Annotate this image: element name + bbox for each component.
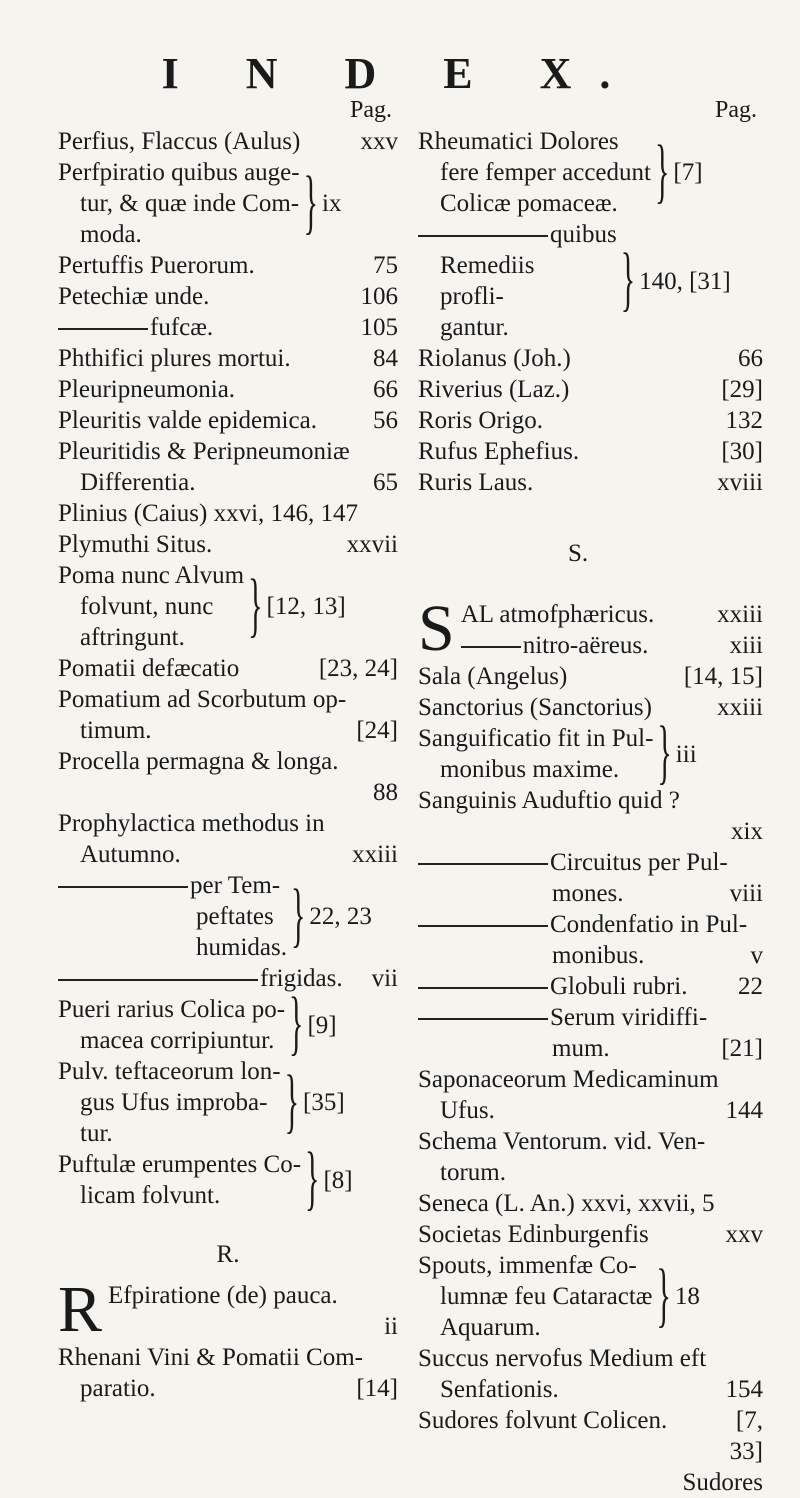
index-entry-cont [418, 1436, 763, 1467]
index-entry [418, 374, 763, 405]
entry-text: paratio. [80, 1375, 156, 1402]
brace-icon: } [289, 984, 304, 1064]
entry-text: Pomatium ad Scorbutum op- [58, 686, 347, 713]
index-entry [58, 529, 398, 560]
index-entry [58, 126, 398, 157]
entry-page: xxv [725, 1221, 763, 1248]
brace-icon: } [654, 131, 670, 211]
index-entry [418, 909, 763, 940]
entry-text: Petechiæ unde. [58, 283, 210, 310]
entry-page: [7, [735, 1407, 763, 1434]
entry-line: Sanguificatio fit in Pul- [418, 725, 654, 752]
entry-text: Roris Origo. [418, 407, 543, 434]
index-entry-cont [418, 1033, 763, 1064]
right-column [418, 95, 763, 1498]
entry-page: [24] [356, 717, 398, 744]
pag-label: Pag. [350, 97, 392, 123]
index-entry-group [58, 984, 398, 1064]
entry-line: Puftulæ erumpentes Co- [58, 1151, 302, 1178]
index-entry-group [58, 1056, 398, 1149]
entry-page: [29] [721, 376, 763, 403]
entry-page: 140, [31] [639, 267, 731, 295]
entry-text: torum. [440, 1159, 506, 1186]
entry-text: Riolanus (Joh.) [418, 345, 571, 372]
entry-line: per Tem- [190, 872, 281, 899]
entry-text: Prophylactica methodus in [58, 810, 325, 837]
section-letter: S. [568, 540, 589, 567]
entry-text: fufcæ. [150, 314, 214, 341]
entry-page: xxiii [352, 841, 398, 868]
index-entry-cont [58, 839, 398, 870]
index-entry [58, 746, 398, 777]
entry-page: xviii [717, 469, 763, 496]
index-entry [418, 436, 763, 467]
entry-text: Sanctorius (Sanctorius) [418, 694, 652, 721]
entry-line: Pulv. teftaceorum lon- [58, 1058, 281, 1085]
entry-line: tur, & quæ inde Com- [80, 190, 300, 217]
brace-icon: } [303, 162, 319, 242]
entry-line: folvunt, nunc [80, 593, 214, 620]
pag-label: Pag. [715, 97, 757, 123]
dash-mark [418, 987, 548, 989]
index-entry-cont [418, 940, 763, 971]
index-entry-cont [418, 878, 763, 909]
entry-text: Senfationis. [440, 1376, 559, 1403]
entry-text: Pleuripneumonia. [58, 376, 236, 403]
entry-page: [23, 24] [318, 655, 398, 682]
entry-page: 84 [373, 345, 398, 372]
entry-text: Procella permagna & longa. [58, 748, 339, 775]
index-entry [58, 963, 398, 994]
index-entry-group [418, 219, 763, 343]
entry-page: iii [675, 740, 697, 768]
index-entry-group [58, 870, 398, 963]
entry-text: Rhenani Vini & Pomatii Com- [58, 1344, 363, 1371]
index-entry [58, 250, 398, 281]
entry-text: nitro-aëreus. [522, 632, 649, 659]
entry-text: Phthifici plures mortui. [58, 345, 291, 372]
brace-icon: } [620, 240, 636, 320]
entry-page: 75 [373, 252, 398, 279]
index-entry-cont [418, 1157, 763, 1188]
entry-text: Pleuritis valde epidemica. [58, 407, 317, 434]
entry-text: Condenfatio in Pul- [550, 911, 748, 938]
entry-text: frigidas. [260, 965, 343, 992]
entry-page: xxiii [717, 694, 763, 721]
entry-page: 144 [725, 1097, 763, 1124]
entry-page: 33] [729, 1438, 763, 1465]
entry-line: macea corripiuntur. [80, 1027, 275, 1054]
entry-text: Sala (Angelus) [418, 663, 568, 690]
brace-icon: } [284, 1061, 300, 1141]
entry-page: 88 [373, 779, 398, 806]
entry-text: Rufus Ephefius. [418, 438, 580, 465]
entry-text: Serum viridiffi- [550, 1004, 708, 1031]
section-letter: R. [216, 1241, 240, 1268]
index-entry-cont [58, 1373, 398, 1404]
entry-line: humidas. [196, 934, 287, 961]
index-entry-cont [58, 715, 398, 746]
entry-line: Remediis [440, 252, 535, 279]
entry-text: Perfius, Flaccus (Aulus) [58, 128, 301, 155]
dash-mark [418, 925, 548, 927]
index-entry-cont [418, 1374, 763, 1405]
index-entry [58, 1273, 398, 1346]
entry-page: 65 [373, 469, 398, 496]
entry-text: Pleuritidis & Peripneumoniæ [58, 438, 350, 465]
entry-line: Pueri rarius Colica po- [58, 996, 286, 1023]
index-entry [58, 343, 398, 374]
index-entry [418, 785, 763, 816]
index-entry-group [58, 157, 398, 250]
entry-page: 22 [738, 973, 763, 1000]
entry-page: xxiii [717, 601, 763, 628]
brace-icon: } [305, 1139, 320, 1219]
index-entry [418, 1219, 763, 1250]
entry-text: Riverius (Laz.) [418, 376, 570, 403]
index-entry [418, 1343, 763, 1374]
entry-text: Efpiratione (de) pauca. [108, 1282, 338, 1309]
entry-line: peftates [196, 903, 274, 930]
index-entry [418, 661, 763, 692]
index-entry [418, 405, 763, 436]
entry-page: xxv [360, 128, 398, 155]
entry-text: Ufus. [440, 1097, 495, 1124]
index-entry [418, 1064, 763, 1095]
entry-page: 56 [373, 407, 398, 434]
entry-line: fere femper accedunt [440, 159, 651, 186]
brace-icon: } [290, 875, 306, 955]
entry-line: profli- [440, 283, 504, 310]
entry-page: 106 [360, 283, 398, 310]
index-entry-cont [418, 1095, 763, 1126]
entry-line: aftringunt. [80, 624, 185, 651]
entry-text: mones. [552, 880, 624, 907]
entry-page: ii [384, 1313, 398, 1340]
index-entry-cont [58, 467, 398, 498]
entry-text: Succus nervofus Medium eft [418, 1345, 707, 1372]
entry-text: Sanguinis Auduftio quid ? [418, 787, 680, 814]
index-entry [418, 847, 763, 878]
entry-line: Rheumatici Dolores [418, 128, 619, 155]
entry-page: xix [731, 818, 763, 845]
entry-line: Spouts, immenfæ Co- [418, 1252, 637, 1279]
index-entry [58, 498, 398, 529]
index-entry [418, 971, 763, 1002]
entry-line: quibus [550, 221, 617, 248]
entry-line: Perfpiratio quibus auge- [58, 159, 300, 186]
index-entry-group [58, 560, 398, 653]
dash-mark [418, 235, 548, 237]
entry-line: lumnæ feu Cataractæ [440, 1283, 653, 1310]
index-entry [58, 684, 398, 715]
index-entry [418, 692, 763, 723]
entry-page: xxvii [346, 531, 398, 558]
index-entry-cont [418, 816, 763, 847]
index-entry [418, 1002, 763, 1033]
entry-text: Schema Ventorum. vid. Ven- [418, 1128, 706, 1155]
index-entry [418, 343, 763, 374]
index-entry-group [418, 126, 763, 219]
entry-line: licam folvunt. [80, 1182, 221, 1209]
entry-text: monibus. [552, 942, 645, 969]
index-entry [418, 1188, 763, 1219]
entry-page: xiii [729, 632, 763, 659]
index-entry [58, 374, 398, 405]
entry-text: Societas Edinburgenfis [418, 1221, 649, 1248]
index-entry [58, 653, 398, 684]
entry-line: gantur. [440, 314, 509, 341]
index-entry [58, 808, 398, 839]
entry-line: Aquarum. [440, 1314, 541, 1341]
entry-page: 22, 23 [309, 903, 372, 930]
entry-page: [30] [721, 438, 763, 465]
entry-page: [8] [323, 1166, 353, 1194]
entry-line: moda. [80, 221, 142, 248]
entry-text: timum. [80, 717, 152, 744]
dash-mark [58, 886, 188, 888]
brace-icon: } [657, 713, 672, 793]
entry-text: Plymuthi Situs. [58, 531, 213, 558]
entry-line: Poma nunc Alvum [58, 562, 245, 589]
entry-page: v [750, 942, 763, 969]
entry-page: vii [371, 965, 398, 992]
dash-mark [461, 646, 521, 648]
entry-page: [7] [673, 159, 703, 186]
entry-text: Autumno. [80, 841, 181, 868]
dash-mark [58, 979, 258, 981]
entry-line: Colicæ pomaceæ. [440, 190, 618, 217]
index-entry [58, 436, 398, 467]
dash-mark [418, 863, 548, 865]
entry-line: monibus maxime. [440, 756, 620, 783]
left-column [58, 95, 398, 1404]
entry-page: 132 [725, 407, 763, 434]
entry-page: [12, 13] [266, 593, 346, 620]
entry-page: 154 [725, 1376, 763, 1403]
index-entry-cont [58, 777, 398, 808]
index-entry [58, 405, 398, 436]
entry-text: Circuitus per Pul- [550, 849, 728, 876]
entry-page: viii [729, 880, 763, 907]
entry-text: Differentia. [80, 469, 196, 496]
entry-page: [14, 15] [683, 663, 763, 690]
entry-page: 66 [373, 376, 398, 403]
catchword: Sudores [682, 1469, 763, 1496]
entry-text: Plinius (Caius) xxvi, 146, 147 [58, 500, 359, 527]
entry-page: [21] [721, 1035, 763, 1062]
catchword-row [418, 1467, 763, 1498]
brace-icon: } [248, 565, 263, 645]
index-entry [58, 312, 398, 343]
entry-text: AL atmofphæricus. [460, 601, 655, 628]
index-entry-group [418, 1250, 763, 1343]
index-entry [418, 1126, 763, 1157]
drop-cap: R [58, 1273, 103, 1346]
dash-mark [418, 1018, 548, 1020]
entry-page: ix [322, 190, 342, 217]
entry-text: Pertuffis Puerorum. [58, 252, 255, 279]
entry-line: tur. [80, 1120, 113, 1147]
entry-text: Saponaceorum Medicaminum [418, 1066, 719, 1093]
brace-icon: } [656, 1255, 671, 1335]
index-entry-group [58, 1139, 398, 1219]
entry-page: 66 [738, 345, 763, 372]
dash-mark [58, 328, 148, 330]
index-entry [58, 1342, 398, 1373]
entry-text: Sudores folvunt Colicen. [418, 1407, 668, 1434]
entry-line: gus Ufus improba- [80, 1089, 268, 1116]
entry-page: 18 [674, 1283, 700, 1310]
entry-page: 105 [360, 314, 398, 341]
index-entry [58, 281, 398, 312]
index-entry-group [418, 713, 763, 793]
entry-text: Seneca (L. An.) xxvi, xxvii, 5 [418, 1190, 715, 1217]
entry-text: Globuli rubri. [550, 973, 688, 1000]
entry-text: Pomatii defæcatio [58, 655, 240, 682]
entry-text: Ruris Laus. [418, 469, 534, 496]
entry-page: [14] [356, 1375, 398, 1402]
page-header: I N D E X. [161, 49, 639, 98]
index-entry [418, 1405, 763, 1436]
entry-text: mum. [552, 1035, 610, 1062]
drop-cap: S [418, 592, 455, 665]
entry-page: [9] [307, 1011, 337, 1039]
index-entry [418, 467, 763, 498]
entry-page: [35] [303, 1089, 345, 1116]
index-entry [418, 592, 763, 665]
